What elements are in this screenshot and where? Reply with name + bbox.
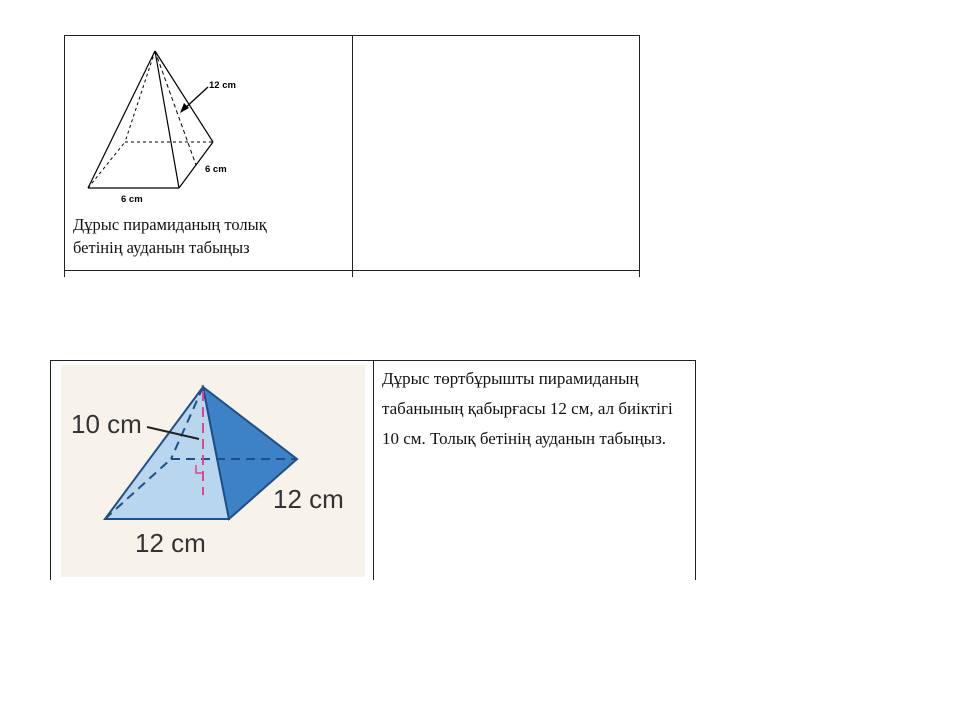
problem-1-left-cell xyxy=(64,35,353,271)
pyramid-diagram-2-background xyxy=(61,365,365,577)
problem-1-answer-cell xyxy=(352,35,640,271)
slant-label-1: 12 cm xyxy=(209,80,236,91)
table-1-stub-right xyxy=(639,271,640,277)
base-label-2: 12 cm xyxy=(135,528,206,558)
pyramid-diagram-1 xyxy=(83,42,283,217)
side-label-2: 12 cm xyxy=(273,484,344,514)
problem-1-text xyxy=(73,213,267,259)
problem-2-text: Дұрыс төртбұрышты пирамиданың табанының қабырғасы 12 см, ал биіктігі 10 см. Толық бетінің ауданын табыңыз. xyxy=(382,369,673,448)
problem-2-left-cell xyxy=(50,360,374,580)
problem-1-text-line-2: бетінің ауданын табыңыз xyxy=(73,238,250,257)
base-label-1: 6 cm xyxy=(121,194,143,205)
problem-2-table xyxy=(50,360,696,580)
pyramid-diagram-2 xyxy=(61,365,365,577)
problem-1-table xyxy=(64,35,640,275)
problem-2-text-cell xyxy=(373,360,696,580)
problem-1-text-line-1: Дұрыс пирамиданың толық xyxy=(73,215,267,234)
table-1-stub-mid xyxy=(352,271,353,277)
table-1-stub-left xyxy=(64,271,65,277)
height-label-2: 10 cm xyxy=(71,409,142,439)
side-label-1: 6 cm xyxy=(205,164,227,175)
